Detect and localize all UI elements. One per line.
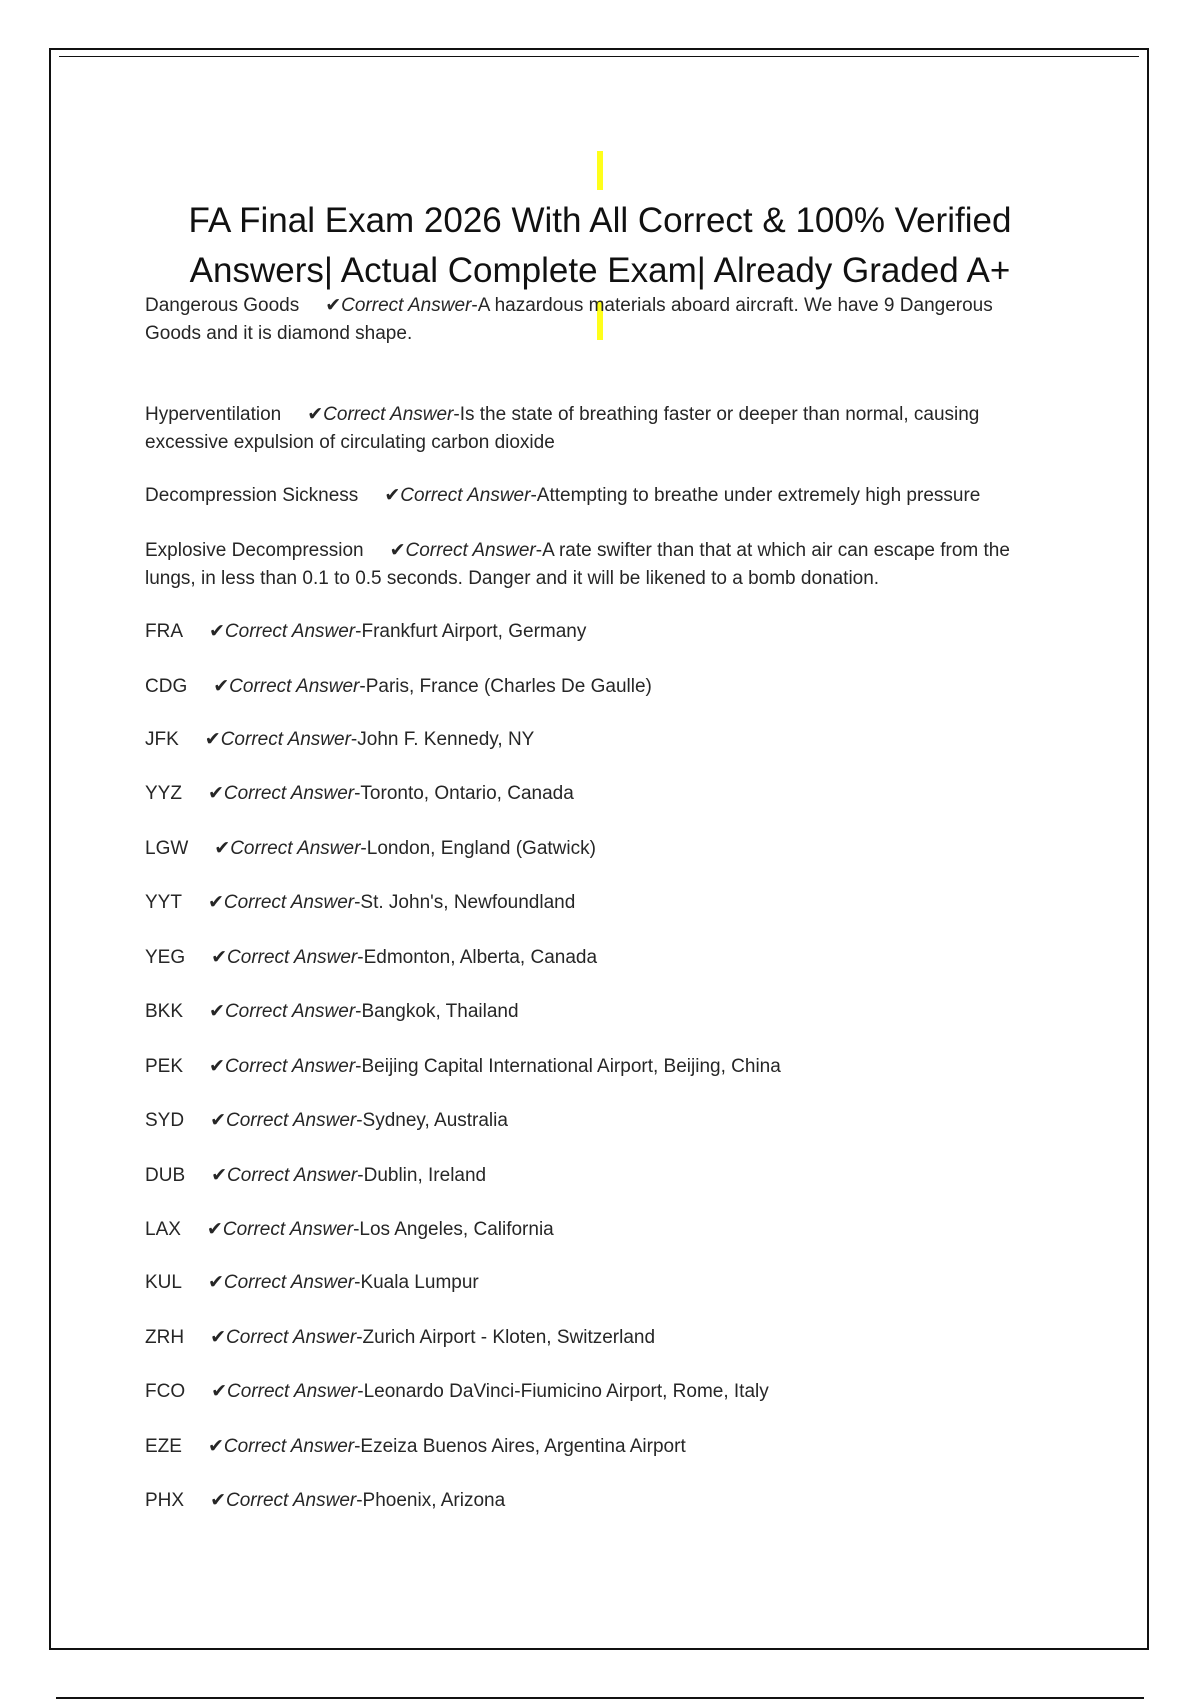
- correct-answer-label: Correct Answer: [227, 1165, 358, 1186]
- answer-separator: -: [354, 1272, 361, 1293]
- qa-item: [145, 726, 1045, 754]
- correct-answer-label: Correct Answer: [227, 1381, 358, 1402]
- qa-answer: Kuala Lumpur: [360, 1272, 479, 1293]
- qa-answer: London, England (Gatwick): [366, 838, 596, 859]
- qa-term: FCO: [145, 1381, 186, 1402]
- answer-separator: -: [355, 1001, 362, 1022]
- answer-separator: -: [471, 295, 478, 316]
- qa-item: [145, 1324, 1045, 1352]
- qa-term: PHX: [145, 1490, 185, 1511]
- qa-answer: Edmonton, Alberta, Canada: [363, 947, 598, 968]
- qa-item: [145, 1433, 1045, 1461]
- qa-item: [145, 1269, 1045, 1297]
- qa-term: PEK: [145, 1056, 184, 1077]
- check-icon: ✔: [209, 621, 225, 642]
- check-icon: ✔: [209, 1001, 225, 1022]
- correct-answer-label: Correct Answer: [341, 295, 472, 316]
- correct-answer-label: Correct Answer: [229, 676, 360, 697]
- qa-answer: Attempting to breathe under extremely high pressure: [536, 485, 981, 506]
- qa-term: YYZ: [145, 783, 182, 804]
- qa-answer: Leonardo DaVinci-Fiumicino Airport, Rome, Italy: [363, 1381, 769, 1402]
- qa-answer: Los Angeles, California: [359, 1219, 554, 1240]
- qa-term: DUB: [145, 1165, 186, 1186]
- qa-answer: Frankfurt Airport, Germany: [361, 621, 587, 642]
- qa-item: [145, 998, 1045, 1026]
- correct-answer-label: Correct Answer: [223, 1436, 355, 1457]
- qa-term: KUL: [145, 1272, 182, 1293]
- correct-answer-label: Correct Answer: [224, 621, 356, 642]
- correct-answer-label: Correct Answer: [223, 1272, 355, 1293]
- qa-answer: Is the state of breathing faster or deeper than normal, causing excessive expulsion of circulating carbon dioxide: [145, 404, 980, 453]
- check-icon: ✔: [211, 1381, 228, 1402]
- correct-answer-label: Correct Answer: [323, 404, 454, 425]
- qa-answer: Beijing Capital International Airport, Beijing, China: [361, 1056, 781, 1077]
- check-icon: ✔: [204, 729, 221, 750]
- answer-separator: -: [355, 1056, 362, 1077]
- answer-separator: -: [350, 729, 358, 750]
- check-icon: ✔: [210, 1110, 226, 1131]
- qa-term: Explosive Decompression: [145, 540, 364, 561]
- qa-answer: Paris, France (Charles De Gaulle): [365, 676, 652, 697]
- qa-answer: Bangkok, Thailand: [361, 1001, 519, 1022]
- header-rule: [59, 56, 1139, 57]
- title-line-1: FA Final Exam 2026 With All Correct & 100% Verified: [188, 201, 1012, 240]
- correct-answer-label: Correct Answer: [225, 1327, 357, 1348]
- answer-separator: -: [353, 1219, 360, 1240]
- qa-answer: Zurich Airport - Kloten, Switzerland: [362, 1327, 656, 1348]
- title-line-2: Answers| Actual Complete Exam| Already Graded A+: [189, 251, 1011, 290]
- qa-item: [145, 1053, 1045, 1081]
- qa-term: ZRH: [145, 1327, 185, 1348]
- qa-item: [145, 889, 1045, 917]
- answer-separator: -: [359, 676, 366, 697]
- check-icon: ✔: [207, 783, 224, 804]
- correct-answer-label: Correct Answer: [224, 1056, 356, 1077]
- check-icon: ✔: [389, 540, 406, 561]
- qa-item: [145, 1487, 1045, 1515]
- qa-item: [145, 401, 1045, 457]
- check-icon: ✔: [206, 1219, 223, 1240]
- correct-answer-label: Correct Answer: [226, 1110, 357, 1131]
- answer-separator: -: [357, 947, 364, 968]
- correct-answer-label: Correct Answer: [223, 892, 355, 913]
- qa-answer: A hazardous materials aboard aircraft. We have 9 Dangerous Goods and it is diamond shape.: [145, 295, 993, 344]
- answer-separator: -: [453, 404, 460, 425]
- check-icon: ✔: [210, 1327, 226, 1348]
- answer-separator: -: [354, 1436, 361, 1457]
- qa-item: [145, 944, 1045, 972]
- qa-term: Hyperventilation: [145, 404, 282, 425]
- check-icon: ✔: [384, 485, 401, 506]
- qa-item: [145, 537, 1045, 593]
- qa-term: FRA: [145, 621, 183, 642]
- check-icon: ✔: [214, 838, 231, 859]
- qa-answer: Dublin, Ireland: [363, 1165, 487, 1186]
- answer-separator: -: [356, 1327, 363, 1348]
- correct-answer-label: Correct Answer: [224, 1001, 356, 1022]
- qa-term: YEG: [145, 947, 186, 968]
- answer-separator: -: [535, 540, 543, 561]
- correct-answer-label: Correct Answer: [230, 838, 361, 859]
- answer-separator: -: [357, 1381, 364, 1402]
- next-page-rule: [56, 1697, 1144, 1699]
- qa-term: EZE: [145, 1436, 182, 1457]
- check-icon: ✔: [325, 295, 342, 316]
- qa-term: Decompression Sickness: [145, 485, 359, 506]
- answer-separator: -: [357, 1165, 364, 1186]
- qa-item: [145, 1378, 1045, 1406]
- qa-item: [145, 1216, 1045, 1244]
- correct-answer-label: Correct Answer: [227, 947, 358, 968]
- check-icon: ✔: [207, 1436, 224, 1457]
- qa-item: [145, 618, 1045, 646]
- check-icon: ✔: [211, 947, 228, 968]
- qa-term: SYD: [145, 1110, 185, 1131]
- qa-item: [145, 835, 1045, 863]
- correct-answer-label: Correct Answer: [400, 485, 531, 506]
- qa-item: [145, 1107, 1045, 1135]
- qa-item: [145, 1162, 1045, 1190]
- qa-term: BKK: [145, 1001, 184, 1022]
- qa-answer: Ezeiza Buenos Aires, Argentina Airport: [360, 1436, 686, 1457]
- correct-answer-label: Correct Answer: [405, 540, 536, 561]
- qa-term: LGW: [145, 838, 189, 859]
- check-icon: ✔: [207, 1272, 224, 1293]
- qa-answer: A rate swifter than that at which air can escape from the lungs, in less than 0.1 to 0.5 seconds. Danger and it will be likened to a bomb donation.: [145, 540, 1010, 589]
- qa-term: Dangerous Goods: [145, 295, 300, 316]
- qa-term: CDG: [145, 676, 188, 697]
- check-icon: ✔: [307, 404, 324, 425]
- qa-answer: Sydney, Australia: [362, 1110, 508, 1131]
- correct-answer-label: Correct Answer: [220, 729, 351, 750]
- qa-item: [145, 673, 1045, 701]
- qa-answer: Phoenix, Arizona: [362, 1490, 506, 1511]
- qa-answer: John F. Kennedy, NY: [357, 729, 535, 750]
- check-icon: ✔: [209, 1056, 225, 1077]
- answer-separator: -: [355, 621, 362, 642]
- correct-answer-label: Correct Answer: [226, 1490, 357, 1511]
- answer-separator: -: [356, 1110, 363, 1131]
- qa-answer: Toronto, Ontario, Canada: [360, 783, 574, 804]
- check-icon: ✔: [210, 1490, 226, 1511]
- qa-item: [145, 482, 1045, 510]
- answer-separator: -: [530, 485, 537, 506]
- check-icon: ✔: [207, 892, 224, 913]
- answer-separator: -: [354, 783, 361, 804]
- qa-answer: St. John's, Newfoundland: [360, 892, 576, 913]
- check-icon: ✔: [213, 676, 230, 697]
- answer-separator: -: [360, 838, 367, 859]
- check-icon: ✔: [211, 1165, 228, 1186]
- qa-term: YYT: [145, 892, 182, 913]
- qa-term: JFK: [145, 729, 179, 750]
- qa-term: LAX: [145, 1219, 181, 1240]
- answer-separator: -: [354, 892, 361, 913]
- answer-separator: -: [356, 1490, 363, 1511]
- correct-answer-label: Correct Answer: [223, 783, 355, 804]
- qa-item: [145, 780, 1045, 808]
- qa-item: [145, 292, 1045, 348]
- correct-answer-label: Correct Answer: [222, 1219, 354, 1240]
